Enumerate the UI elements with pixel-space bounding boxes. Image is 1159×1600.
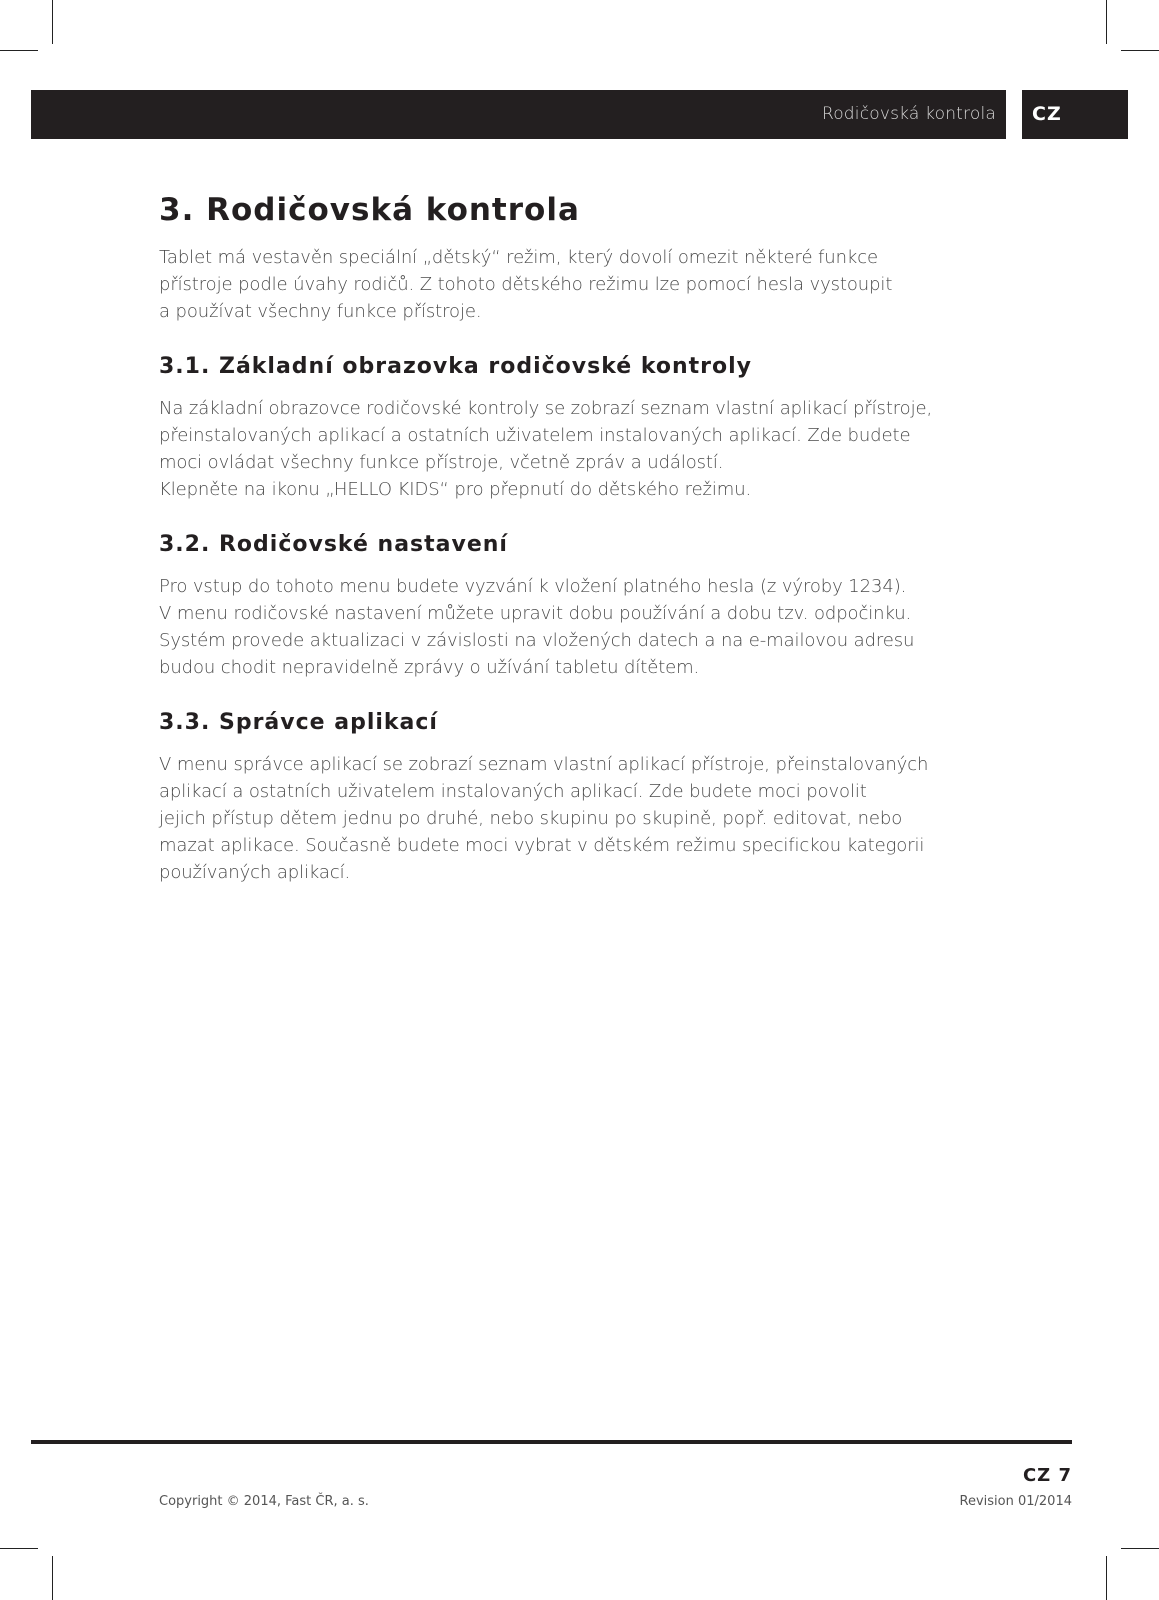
- section-text: Na základní obrazovce rodičovské kontroly se zobrazí seznam vlastní aplikací přístroje, přeinstalovaných aplikací a ostatních uživatelem instalovaných aplikací. Zde budete moci ovládat všechny funkce přístroje, včetně zpráv a událostí. Klepněte na ikonu „HELLO KIDS“ pro přepnutí do dětského režimu.: [159, 398, 933, 500]
- header-bar: [31, 90, 1006, 139]
- crop-mark: [52, 1556, 53, 1600]
- crop-mark: [0, 1548, 38, 1549]
- header-title: Rodičovská kontrola: [821, 104, 996, 124]
- revision-text: Revision 01/2014: [959, 1494, 1072, 1509]
- footer-divider: [31, 1440, 1072, 1444]
- section-basic-screen: [159, 351, 1059, 503]
- crop-mark: [1106, 0, 1107, 44]
- page-content: [159, 186, 1059, 886]
- copyright-text: Copyright © 2014, Fast ČR, a. s.: [159, 1494, 369, 1509]
- language-label: CZ: [1032, 103, 1062, 125]
- section-parental-settings: [159, 529, 1059, 681]
- section-text: Pro vstup do tohoto menu budete vyzvání k vložení platného hesla (z výroby 1234). V menu rodičovské nastavení můžete upravit dobu používání a dobu tzv. odpočinku. Systém provede aktualizaci v závislosti na vložených datech a na e-mailovou adresu budou chodit nepravidelně zprávy o užívání tabletu dítětem.: [159, 576, 915, 678]
- crop-mark: [1121, 50, 1159, 51]
- section-title: 3.2. Rodičovské nastavení: [159, 532, 508, 557]
- page-number: CZ 7: [1022, 1465, 1072, 1486]
- section-title: 3.1. Základní obrazovka rodičovské kontroly: [159, 354, 753, 379]
- crop-mark: [1121, 1548, 1159, 1549]
- page-title: 3. Rodičovská kontrola: [159, 192, 580, 228]
- crop-mark: [52, 0, 53, 44]
- intro-paragraph: Tablet má vestavěn speciální „dětský“ režim, který dovolí omezit některé funkce přístroje podle úvahy rodičů. Z tohoto dětského režimu lze pomocí hesla vystoupit a používat všechny funkce přístroje.: [159, 247, 893, 322]
- section-app-manager: [159, 707, 1059, 886]
- language-tab: [1022, 90, 1128, 139]
- crop-mark: [1106, 1556, 1107, 1600]
- section-title: 3.3. Správce aplikací: [159, 710, 438, 735]
- crop-mark: [0, 50, 38, 51]
- section-text: V menu správce aplikací se zobrazí seznam vlastní aplikací přístroje, přeinstalovaných aplikací a ostatních uživatelem instalovaných aplikací. Zde budete moci povolit jejich přístup dětem jednu po druhé, nebo skupinu po skupině, popř. editovat, nebo mazat aplikace. Současně budete moci vybrat v dětském režimu specifickou kategorii používaných aplikací.: [159, 754, 929, 883]
